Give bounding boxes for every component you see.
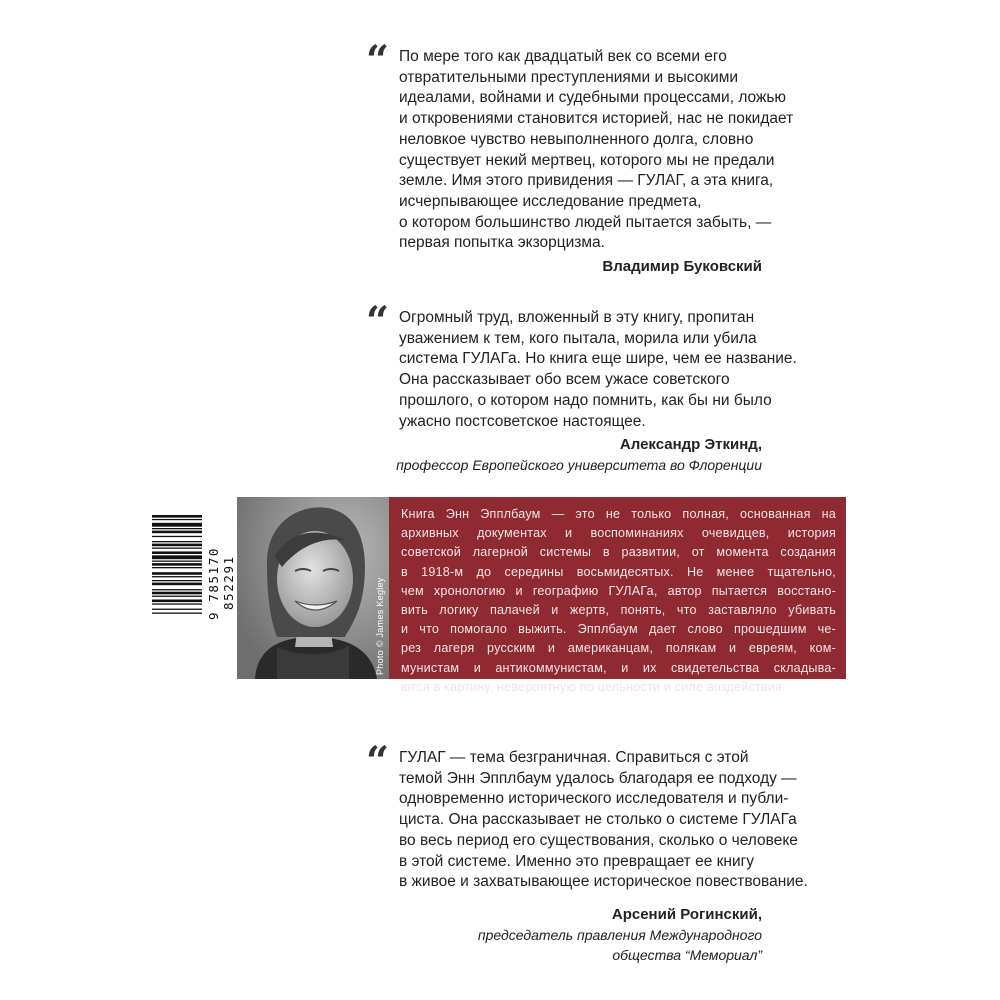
quote-text <box>399 748 808 893</box>
quote-line: земле. Имя этого привидения — ГУЛАГ, а эта книга, <box>399 172 774 190</box>
author-portrait-icon <box>237 497 389 679</box>
quote-line: в живое и захватывающее историческое повествование. <box>399 873 808 891</box>
quote-line: о котором большинство людей пытается забыть, — <box>399 213 772 231</box>
quote-line: ГУЛАГ — тема безграничная. Справиться с этой <box>399 749 749 766</box>
description-line: и что помогало выжить. Эпплбаум дает слово прошедшим че- <box>401 622 836 637</box>
quote-line: отвратительными преступлениями и высокими <box>399 68 739 86</box>
description-line: в 1918-м до середины восьмидесятых. Не менее тщательно, <box>401 564 836 579</box>
quote-author: Арсений Рогинский, <box>611 905 762 923</box>
isbn-barcode <box>152 515 236 655</box>
quote-line: циста. Она рассказывает не столько о системе ГУЛАГа <box>399 811 797 829</box>
description-line: рез лагеря русским и американцам, полякам и евреям, ком- <box>401 641 836 656</box>
book-description-panel <box>389 497 846 694</box>
quote-line: темой Энн Эпплбаум удалось благодаря ее подходу — <box>399 769 797 787</box>
quote-line: ужасно постсоветское настоящее. <box>399 412 646 430</box>
quote-line: существует некий мертвец, которого мы не предали <box>399 151 775 169</box>
quote-block-roginsky <box>366 738 808 965</box>
description-line: Книга Энн Эпплбаум — это не только полная, основанная на <box>401 507 836 521</box>
barcode-digits: 9 785170 852291 <box>206 546 236 620</box>
quote-line: неловкое чувство невыполненного долга, словно <box>399 130 754 148</box>
description-line: советской лагерной системы в развитии, от момента создания <box>401 545 836 560</box>
photo-credit: Photo © James Kegley <box>375 577 385 675</box>
quote-line: уважением к тем, кого пытала, морила или убила <box>399 329 757 347</box>
quote-block-bukovsky <box>366 37 794 277</box>
barcode-bars-icon <box>152 515 202 647</box>
quote-line: прошлого, о котором надо помнить, как бы ни было <box>399 391 772 409</box>
quote-author-role: председатель правления Международного <box>477 926 762 943</box>
quote-line: и откровениями становится историей, нас не покидает <box>399 110 794 128</box>
description-line: вить логику палачей и жертв, понять, что заставляло убивать <box>401 603 836 618</box>
quote-line: Огромный труд, вложенный в эту книгу, пропитан <box>399 309 755 326</box>
quote-author-role: общества “Мемориал” <box>612 946 762 963</box>
quote-text <box>399 47 794 254</box>
quote-line: исчерпывающее исследование предмета, <box>399 192 702 210</box>
book-description-text <box>401 505 836 697</box>
quote-author: Владимир Буковский <box>602 258 762 276</box>
description-line: архивных документах и воспоминаниях очевидцев, история <box>401 526 836 541</box>
quote-line: во весь период его существования, сколько о человеке <box>399 831 798 849</box>
quote-line: Она рассказывает обо всем ужасе советского <box>399 371 730 389</box>
quote-line: в этой системе. Именно это превращает ее книгу <box>399 852 755 870</box>
quote-line: первая попытка экзорцизма. <box>399 234 605 252</box>
quote-mark-icon: “ <box>366 37 390 84</box>
quote-text <box>399 308 797 432</box>
author-photo <box>237 497 389 679</box>
quote-mark-icon: “ <box>366 298 390 345</box>
quote-mark-icon: “ <box>366 738 390 785</box>
quote-line: По мере того как двадцатый век со всеми его <box>399 48 727 65</box>
quote-line: система ГУЛАГа. Но книга еще шире, чем ее название. <box>399 350 797 368</box>
quote-line: одновременно исторического исследователя и публи- <box>399 790 789 808</box>
quote-line: идеалами, войнами и судебными процессами, ложью <box>399 89 787 107</box>
description-line: мунистам и антикоммунистам, и их свидетельства складыва- <box>401 660 836 675</box>
quote-block-etkind <box>366 298 797 475</box>
quote-author: Александр Эткинд, <box>619 436 762 454</box>
quote-author-role: профессор Европейского университета во Флоренции <box>396 457 762 474</box>
description-line: ются в картину, невероятную по цельности и силе воздействия. <box>401 679 786 694</box>
description-line: чем хронологию и географию ГУЛАГа, автор пытается восстано- <box>401 583 836 598</box>
